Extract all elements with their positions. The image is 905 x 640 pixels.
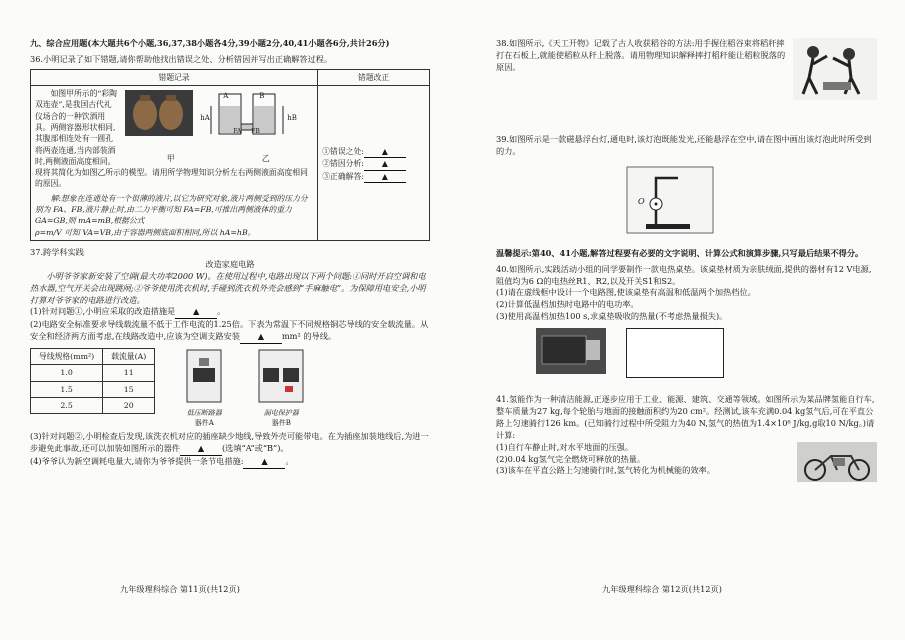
fig-label-yi: 乙 [261, 154, 270, 164]
warm-tip-text: 第40、41小题,解答过程要有必要的文字说明、计算公式和演算步骤,只写最后结果不得分。 [531, 247, 864, 258]
q37-sub4: (4)爷爷认为新空调耗电量大,请你为爷爷提供一条节电措施: [30, 456, 244, 467]
label-ha: hA [200, 114, 210, 123]
fix-1-blank[interactable]: ▲ [364, 146, 406, 158]
q41-sub-block [496, 442, 877, 482]
q37-head: 37.跨学科实践 [30, 246, 84, 257]
fix-2-blank[interactable]: ▲ [364, 158, 406, 170]
q36-stem: 36.小明记录了如下错题,请你帮助他找出错误之处、分析错因并写出正确解答过程。 [30, 53, 333, 64]
leakage-protector-icon [253, 348, 309, 404]
section-title: 九、综合应用题(本大题共6个小题,36,37,38小题各4分,39小题2分,40,41小题各6分,共计26分) [30, 38, 390, 48]
footer-left: 九年级理科综合 第11页(共12页) [120, 584, 240, 595]
q37-sub2a: (2)电路安全标准要求导线载流量不低于工作电流的1.25倍。下表为常温下不同规格铜芯导线的安全载流量。从安全和经济两方面考虑,在线路改造中,应该为空调支路安装 [30, 319, 429, 342]
device-b-label: 漏电保护器 [263, 408, 299, 417]
q37-figure-row [30, 348, 430, 428]
fix-3-blank[interactable]: ▲ [364, 171, 406, 183]
q37-sub2b: mm² 的导线。 [281, 331, 337, 342]
fix-3-label: ③正确解答: [322, 171, 364, 181]
q38-block [496, 38, 877, 100]
footer-right: 九年级理科综合 第12页(共12页) [602, 584, 722, 595]
table-row: 2.5 20 [31, 397, 155, 413]
q37-title: 改造家庭电路 [205, 258, 255, 269]
circuit-design-box[interactable] [626, 328, 724, 378]
table-header-current: 载流量(A) [103, 349, 155, 365]
device-a-name: 器件A [194, 419, 214, 428]
record-cell [31, 86, 318, 241]
label-hb: hB [287, 114, 297, 123]
q37-sub3-blank[interactable]: ▲ [180, 443, 222, 456]
device-b-name: 器件B [271, 419, 291, 428]
label-fa: FA [233, 128, 242, 136]
label-fb: FB [251, 128, 260, 136]
device-a [179, 348, 229, 428]
q41-sub2: (2)0.04 kg氢气完全燃烧可释放的热量。 [496, 453, 646, 464]
table-row: 1.5 15 [31, 381, 155, 397]
q40-sub2: (2)计算低温档加热时电路中的电功率。 [496, 299, 639, 310]
q39-figure [626, 166, 714, 234]
q40-sub1: (1)请在虚线框中设计一个电路图,使该桌垫有高温和低温两个加热档位。 [496, 287, 756, 298]
fix-2-label: ②错因分析: [322, 159, 364, 169]
wire-spec-table [30, 348, 155, 414]
error-record-table [30, 69, 430, 241]
q37-sub3: (3)针对问题②,小明检查后发现,该洗衣机对应的插座缺少地线,导致外壳可能带电。在为插座加装地线后,为进一步避免此事故,还可以加装如图所示的器件 [30, 431, 429, 454]
q37-sub1-blank[interactable]: ▲ [175, 306, 217, 319]
q37-sub3b: (选填“A”或“B”)。 [221, 443, 289, 454]
point-o-label: O [638, 195, 645, 206]
q37-sub4-blank[interactable]: ▲ [243, 456, 285, 469]
device-b [253, 348, 309, 428]
q36-solution-1: 解:想象在连通处有一个很薄的液片,以它为研究对象,液片两侧受到的压力分别为 FA、FB,液片静止时,由二力平衡可知 FA=FB,可推出两侧液体的重力 GA=GB,则 mA=mB,根据公式 [35, 193, 308, 226]
q41-text: 41.氢能作为一种清洁能源,正逐步应用于工业、能源、建筑、交通等领域。如图所示为某品牌氢能自行车,整车质量为27 kg,每个轮胎与地面的接触面积约为20 cm²。经测试,该车充满0.04 kg氢气后,可在平直公路上匀速骑行126 km。(已知骑行过程中所受阻力为40 N,氢气的热值为1.4×10⁸ J/kg,g取10 N/kg。)请计算: [496, 394, 875, 440]
fix-cell [318, 86, 430, 241]
right-page [452, 0, 905, 640]
q40-sub3: (3)使用高温档加热100 s,求桌垫吸收的热量(不考虑热量损失)。 [496, 311, 728, 322]
q37-sub2-blank[interactable]: ▲ [240, 331, 282, 344]
heating-pad-photo [536, 328, 606, 374]
warm-tip-label: 温馨提示: [496, 247, 532, 258]
q38-text: 38.如图所示,《天工开物》记载了古人收获稻谷的方法:用手握住稻谷束将稻秆摔打在石板上,就能使稻粒从秆上脱落。请用物理知识解释摔打稻秆能让稻粒脱落的原因。 [496, 38, 786, 72]
hydrogen-bicycle-photo [797, 442, 877, 482]
q37-para: 小明爷爷家新安装了空调(最大功率2000 W)。在使用过程中,电路出现以下两个问题:①同时开启空调和电热水器,空气开关会出现跳闸;②爷爷使用洗衣机时,手碰到洗衣机外壳会感到“手麻触电”。为保障用电安全,小明打算对爷爷家的电路进行改造。 [30, 270, 426, 305]
q36-figures [123, 88, 313, 165]
device-a-label: 低压断路器 [186, 408, 222, 417]
q40-text: 40.如图所示,实践活动小组的同学要制作一款电热桌垫。该桌垫材质为亲肤绒面,提供的器材有12 V电源,阻值均为6 Ω的电热丝R1、R2,以及开关S1和S2。 [496, 263, 872, 286]
left-page: 九、综合应用题(本大题共6个小题,36,37,38小题各4分,39小题2分,40,41小题各6分,共计26分) 36.小明记录了如下错题,请你帮助他找出错误之处、分析错因并写出正确解答过程。 错题记录 错题改正 A B hA hB FA FB 甲 乙 如图甲所示的“彩陶双连壶”,是我国古代礼仪场合的一种饮酒用具。两侧容器形状相同,其腹部相连处有一圆孔将两壶连通,当内部装酒时,两侧液面高度相同。现将其简化为如图乙所示的模型。请用所学物理知识分析左右两侧液面高度相同的原因。 解:想象在连通处有一个很薄的液片,以它为研究对象,液片两侧受到的压力分别为 FA、FB,液片静止时,由二力平衡可知 FA=FB,可推出两侧液体的重力 GA=GB,则 mA=mB,根据公式 ρ=m/V 可知 VA=VB,由于容器两侧底面积相同,所以 hA=hB。 ①错误之处: ▲ ②错因分析: ▲ ③正确解答: ▲ 37.跨学科实践 改造家庭电路 小明爷爷家新安装了空调(最大功率2000 W)。在使用过程中,电路出现以下两个问题:①同时开启空调和电热水器,空气开关会出现跳闸;②爷爷使用洗衣机时,手碰到洗衣机外壳会感到“手麻触电”。为保障用电安全,小明打算对爷爷家的电路进行改造。 (1)针对问题①,小明应采取的改造措施是 ▲ 。 (2)电路安全标准要求导线载流量不低于工作电流的1.25倍。下表为常温下不同规格铜芯导线的安全载流量。从安全和经济两方面考虑,在线路改造中,应该为空调支路安装 ▲ mm² 的导线。 导线规格(mm²) 载流量(A) 1.0 11 1.5 15 2.5 20 低压断路器 器件A 漏电保护器 器件B (3)针对问题②,小明检查后发现,该洗衣机对应的插座缺少地线,导致外壳可能带电。在为插座加装地线后,为进一步避免此事故,还可以加装如图所示的器件 ▲ (选填“A”或“B”)。 (4)爷爷认为新空调耗电量大,请你为爷爷提供一条节电措施: ▲ 。 九年级理科综合 第11页(共12页) [30, 38, 429, 595]
breaker-icon [179, 348, 229, 404]
threshing-illustration [793, 38, 877, 100]
q36-solution-2: ρ=m/V 可知 VA=VB,由于容器两侧底面积相同,所以 hA=hB。 [35, 227, 256, 237]
col-header-fix: 错题改正 [318, 69, 430, 85]
q39-text: 39.如图所示是一款磁悬浮台灯,通电时,该灯泡既能发光,还能悬浮在空中,请在图中画出该灯泡此时所受到的力。 [496, 134, 872, 156]
q40-figures [536, 328, 877, 378]
label-a: A [223, 92, 229, 101]
col-header-record: 错题记录 [31, 69, 318, 85]
label-b: B [259, 92, 265, 101]
fig-label-jia: 甲 [166, 154, 175, 164]
vessel-figures [123, 88, 313, 150]
q41-sub1: (1)自行车静止时,对水平地面的压强。 [496, 441, 634, 452]
q37-sub1: (1)针对问题①,小明应采取的改造措施是 [30, 306, 176, 317]
table-row: 1.0 11 [31, 365, 155, 381]
q41-sub3: (3)该车在平直公路上匀速骑行时,氢气转化为机械能的效率。 [496, 465, 715, 476]
q36-record-text: 如图甲所示的“彩陶双连壶”,是我国古代礼仪场合的一种饮酒用具。两侧容器形状相同,其腹部相连处有一圆孔将两壶连通,当内部装酒时,两侧液面高度相同。现将其简化为如图乙所示的模型。请用所学物理知识分析左右两侧液面高度相同的原因。 [35, 89, 308, 189]
fix-1-label: ①错误之处: [322, 147, 364, 157]
table-header-spec: 导线规格(mm²) [31, 349, 103, 365]
